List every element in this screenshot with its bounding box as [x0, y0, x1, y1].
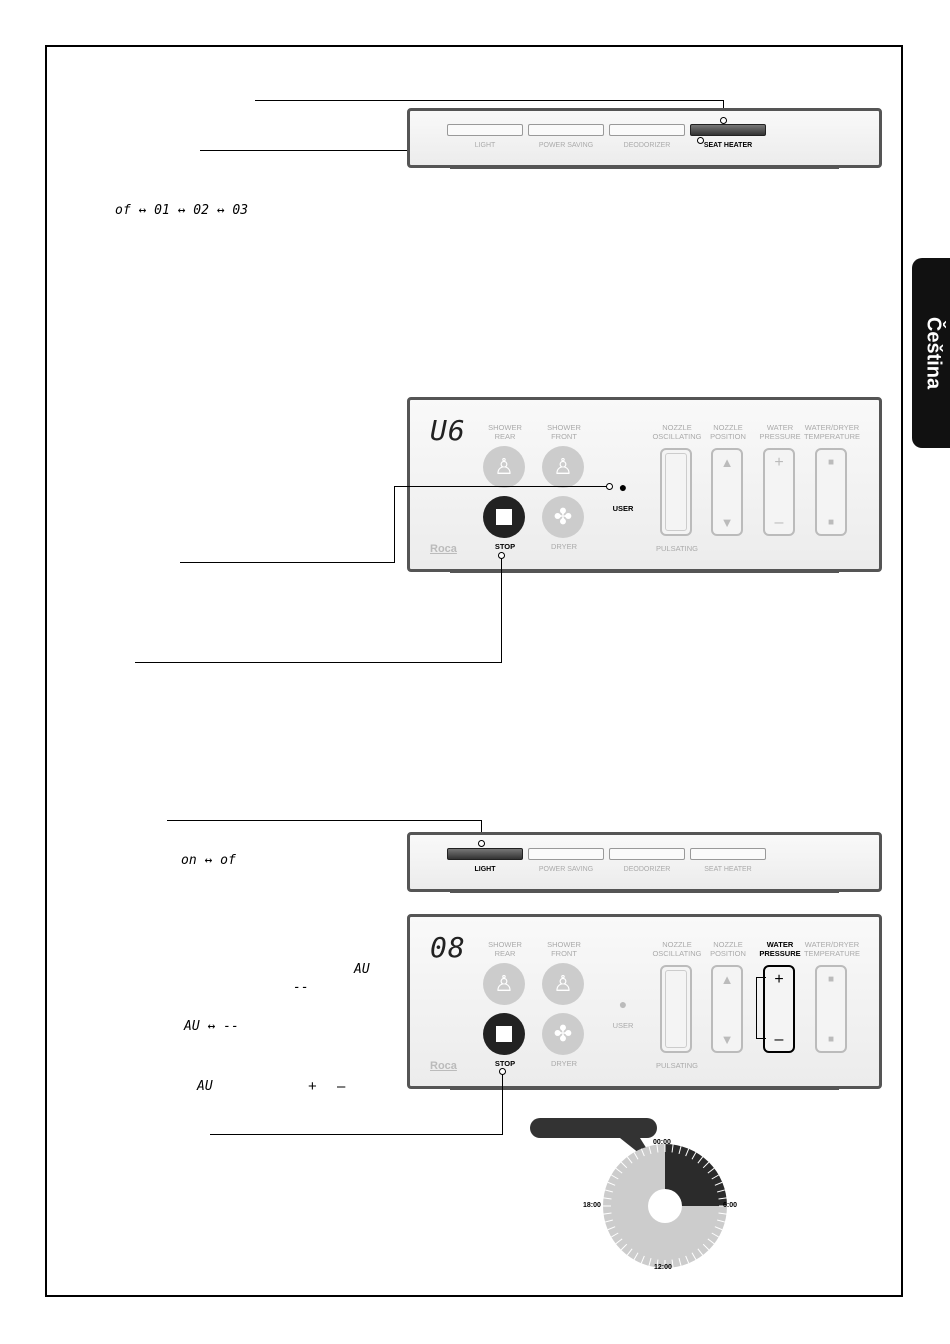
dashes-text: -- — [293, 980, 309, 995]
minus-icon[interactable]: – — [774, 1031, 784, 1048]
shower-rear-label: SHOWER REAR — [488, 423, 522, 441]
minus-symbol: – — [337, 1078, 346, 1095]
deodorizer-button[interactable] — [609, 848, 685, 860]
temperature-slider[interactable] — [815, 448, 847, 536]
callout-line — [756, 977, 757, 1039]
brand-logo: Roca — [430, 543, 457, 555]
stop-icon — [496, 509, 512, 525]
callout-dot — [498, 552, 505, 559]
au-cycle-text: AU ↔ -- — [184, 1019, 239, 1034]
square-icon[interactable]: ■ — [827, 974, 835, 985]
temperature-slider[interactable] — [815, 965, 847, 1053]
power-saving-button[interactable] — [528, 848, 604, 860]
clock-dial — [560, 1120, 780, 1300]
square-icon[interactable]: ■ — [827, 1034, 835, 1045]
light-label: LIGHT — [474, 142, 496, 149]
temperature-label: WATER/DRYER TEMPERATURE — [803, 940, 861, 958]
minus-icon[interactable]: – — [774, 514, 784, 531]
dial-center — [648, 1189, 682, 1223]
user-label: USER — [612, 504, 634, 513]
power-saving-button[interactable] — [528, 124, 604, 136]
plus-symbol: + — [308, 1078, 317, 1095]
pulsating-label: PULSATING — [656, 544, 698, 553]
brand-logo: Roca — [430, 1060, 457, 1072]
nozzle-position-slider[interactable] — [711, 965, 743, 1053]
dryer-label: DRYER — [550, 542, 578, 551]
pulsating-label: PULSATING — [656, 1061, 698, 1070]
stop-icon — [496, 1026, 512, 1042]
callout-line — [255, 100, 723, 101]
callout-line — [135, 662, 502, 663]
dryer-button[interactable] — [542, 1013, 584, 1055]
light-button[interactable] — [447, 124, 523, 136]
dial-label-0000: 00:00 — [653, 1139, 671, 1146]
stop-label: STOP — [494, 1059, 516, 1068]
au-text: AU — [354, 962, 370, 977]
callout-line — [210, 1134, 503, 1135]
dryer-label: DRYER — [550, 1059, 578, 1068]
callout-line — [756, 1038, 766, 1039]
callout-dot — [499, 1068, 506, 1075]
language-tab-label: Čeština — [922, 316, 945, 390]
nozzle-oscillating-slider[interactable] — [660, 965, 692, 1053]
arrow-down-icon[interactable]: ▼ — [720, 1032, 734, 1047]
callout-dot — [720, 117, 727, 124]
stop-label: STOP — [494, 542, 516, 551]
dial-label-1200: 12:00 — [654, 1264, 672, 1271]
seat-heater-label: SEAT HEATER — [704, 866, 752, 873]
power-saving-control-panel — [407, 914, 882, 1089]
light-cycle-text: on ↔ of — [181, 853, 236, 868]
callout-line — [756, 977, 766, 978]
stop-button[interactable] — [483, 496, 525, 538]
callout-line — [394, 486, 395, 563]
stop-button[interactable] — [483, 1013, 525, 1055]
top-control-panel — [407, 108, 882, 168]
language-tab[interactable] — [912, 258, 950, 448]
square-icon[interactable]: ■ — [827, 457, 835, 468]
arrow-up-icon[interactable]: ▲ — [720, 455, 734, 470]
shower-rear-button[interactable] — [483, 963, 525, 1005]
deodorizer-label: DEODORIZER — [623, 866, 671, 873]
nozzle-oscillating-label: NOZZLE OSCILLATING — [652, 940, 702, 958]
light-label: LIGHT — [474, 866, 496, 873]
callout-line — [502, 1072, 503, 1135]
dial-label-1800: 18:00 — [583, 1202, 601, 1209]
segment-display: U6 — [430, 414, 466, 447]
arrow-up-icon[interactable]: ▲ — [720, 972, 734, 987]
user-label: USER — [612, 1021, 634, 1030]
nozzle-oscillating-label: NOZZLE OSCILLATING — [652, 423, 702, 441]
shower-front-label: SHOWER FRONT — [547, 423, 581, 441]
deodorizer-label: DEODORIZER — [623, 142, 671, 149]
shower-rear-icon: ♙ — [494, 971, 514, 996]
callout-line — [167, 820, 482, 821]
shower-rear-icon: ♙ — [494, 454, 514, 479]
arrow-down-icon[interactable]: ▼ — [720, 515, 734, 530]
dryer-button[interactable] — [542, 496, 584, 538]
segment-display: 08 — [430, 931, 466, 964]
plus-icon[interactable]: + — [774, 971, 784, 988]
water-pressure-label: WATER PRESSURE — [759, 423, 801, 441]
callout-dot — [478, 840, 485, 847]
callout-dot — [606, 483, 613, 490]
shower-rear-label: SHOWER REAR — [488, 940, 522, 958]
callout-line — [501, 556, 502, 663]
user-control-panel — [407, 397, 882, 572]
callout-line — [180, 562, 395, 563]
callout-line — [394, 486, 608, 487]
water-pressure-slider[interactable] — [763, 965, 795, 1053]
seat-heater-cycle-text: of ↔ 01 ↔ 02 ↔ 03 — [115, 203, 249, 218]
au-text: AU — [197, 1079, 213, 1094]
shower-front-icon: ♙ — [553, 971, 573, 996]
power-saving-label: POWER SAVING — [538, 142, 594, 149]
shower-rear-button[interactable] — [483, 446, 525, 488]
shower-front-button[interactable] — [542, 963, 584, 1005]
nozzle-oscillating-slider[interactable] — [660, 448, 692, 536]
plus-icon[interactable]: + — [774, 454, 784, 471]
water-pressure-label: WATER PRESSURE — [759, 940, 801, 958]
nozzle-position-slider[interactable] — [711, 448, 743, 536]
user-icon[interactable]: ● — [618, 479, 628, 495]
nozzle-position-label: NOZZLE POSITION — [710, 423, 746, 441]
nozzle-position-label: NOZZLE POSITION — [710, 940, 746, 958]
water-pressure-slider[interactable] — [763, 448, 795, 536]
shower-front-button[interactable] — [542, 446, 584, 488]
temperature-label: WATER/DRYER TEMPERATURE — [803, 423, 861, 441]
dial-label-0600: 6:00 — [723, 1202, 738, 1209]
user-icon[interactable]: ● — [618, 996, 628, 1012]
shower-front-label: SHOWER FRONT — [547, 940, 581, 958]
square-icon[interactable]: ■ — [827, 517, 835, 528]
seat-heater-button[interactable] — [690, 848, 766, 860]
callout-dot — [697, 137, 704, 144]
fan-icon: ✤ — [553, 1021, 573, 1046]
deodorizer-button[interactable] — [609, 124, 685, 136]
power-saving-label: POWER SAVING — [538, 866, 594, 873]
page-frame — [45, 45, 903, 1297]
fan-icon: ✤ — [553, 504, 573, 529]
light-button[interactable] — [447, 848, 523, 860]
seat-heater-label: SEAT HEATER — [703, 142, 753, 149]
seat-heater-button[interactable] — [690, 124, 766, 136]
shower-front-icon: ♙ — [553, 454, 573, 479]
